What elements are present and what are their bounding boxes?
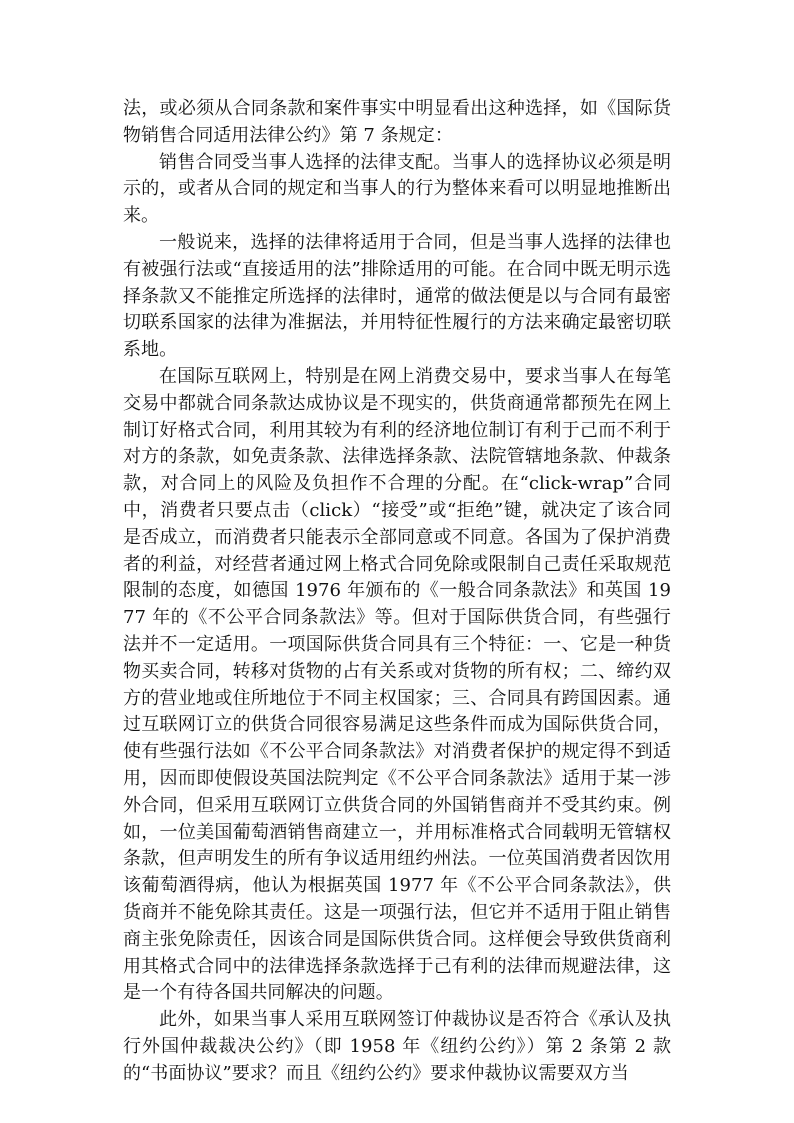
paragraph-arbitration: 此外，如果当事人采用互联网签订仲裁协议是否符合《承认及执行外国仲裁裁决公约》（即 1958 年《纽约公约》）第 2 条第 2 款的“书面协议”要求？而且《纽约公约》要求仲裁协议需要双方当 (123, 1009, 671, 1084)
document-page (123, 96, 671, 1087)
paragraph-internet-contracts: 在国际互联网上，特别是在网上消费交易中，要求当事人在每笔交易中都就合同条款达成协议是不现实的，供货商通常都预先在网上制订好格式合同，利用其较为有利的经济地位制订有利于己而不利于对方的条款，如免责条款、法律选择条款、法院管辖地条款、仲裁条款，对合同上的风险及负担作不合理的分配。在“click-wrap”合同中，消费者只要点击（click）“接受”或“拒绝”键，就决定了该合同是否成立，而消费者只能表示全部同意或不同意。各国为了保护消费者的利益，对经营者通过网上格式合同免除或限制自己责任采取规范限制的态度，如德国 1976 年颁布的《一般合同条款法》和英国 1977 年的《不公平合同条款法》等。但对于国际供货合同，有些强行法并不一定适用。一项国际供货合同具有三个特征：一、它是一种货物买卖合同，转移对货物的占有关系或对货物的所有权；二、缔约双方的营业地或住所地位于不同主权国家；三、合同具有跨国因素。通过互联网订立的供货合同很容易满足这些条件而成为国际供货合同，使有些强行法如《不公平合同条款法》对消费者保护的规定得不到适用，因而即使假设英国法院判定《不公平合同条款法》适用于某一涉外合同，但采用互联网订立供货合同的外国销售商并不受其约束。例如，一位美国葡萄酒销售商建立一，并用标准格式合同载明无管辖权条款，但声明发生的所有争议适用纽约州法。一位英国消费者因饮用该葡萄酒得病，他认为根据英国 1977 年《不公平合同条款法》，供货商并不能免除其责任。这是一项强行法，但它并不适用于阻止销售商主张免除责任，因该合同是国际供货合同。这样便会导致供货商利用其格式合同中的法律选择条款选择于己有利的法律而规避法律，这是一个有待各国共同解决的问题。 (123, 365, 672, 1004)
paragraph-applicable-law: 一般说来，选择的法律将适用于合同，但是当事人选择的法律也有被强行法或“直接适用的法”排除适用的可能。在合同中既无明示选择条款又不能推定所选择的法律时，通常的做法便是以与合同有最密切联系国家的法律为准据法，并用特征性履行的方法来确定最密切联系地。 (123, 231, 671, 361)
paragraph-continuation: 法，或必须从合同条款和案件事实中明显看出这种选择，如《国际货物销售合同适用法律公约》第 7 条规定： (123, 98, 671, 146)
paragraph-quoted-article: 销售合同受当事人选择的法律支配。当事人的选择协议必须是明示的，或者从合同的规定和当事人的行为整体来看可以明显地推断出来。 (123, 151, 671, 227)
